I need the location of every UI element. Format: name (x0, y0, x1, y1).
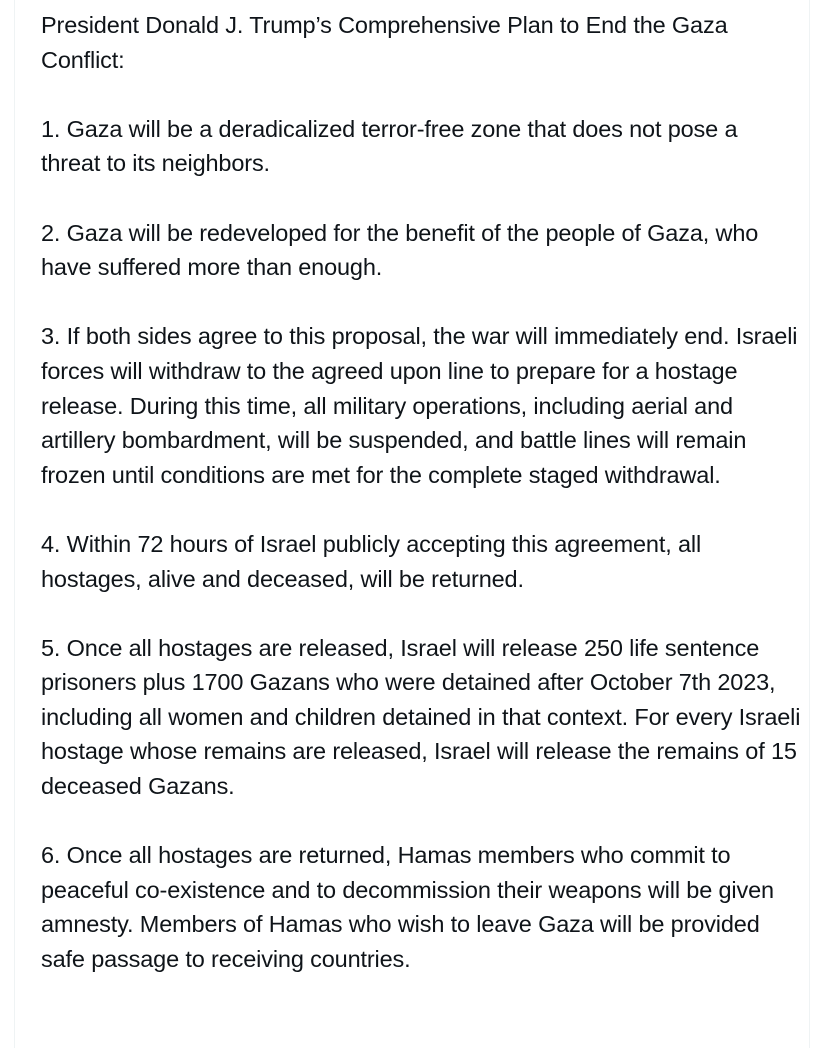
post-card (14, 0, 810, 1048)
plan-point-5: 5. Once all hostages are released, Israel will release 250 life sentence prisoners plus 1700 Gazans who were detained after October 7th 2023, including all women and children detained in that context. For every Israeli hostage whose remains are released, Israel will release the remains of 15 deceased Gazans. (41, 634, 801, 800)
plan-point-1: 1. Gaza will be a deradicalized terror-free zone that does not pose a threat to its neighbors. (41, 115, 738, 177)
plan-point-2: 2. Gaza will be redeveloped for the benefit of the people of Gaza, who have suffered more than enough. (41, 219, 759, 281)
plan-point-4: 4. Within 72 hours of Israel publicly accepting this agreement, all hostages, alive and deceased, will be returned. (41, 530, 702, 592)
post-text (41, 8, 801, 977)
plan-point-6: 6. Once all hostages are returned, Hamas members who commit to peaceful co-existence and to decommission their weapons will be given amnesty. Members of Hamas who wish to leave Gaza will be provided safe passage to receiving countries. (41, 842, 774, 973)
post-heading: President Donald J. Trump’s Comprehensive Plan to End the Gaza Conflict: (41, 12, 728, 73)
plan-point-3: 3. If both sides agree to this proposal, the war will immediately end. Israeli forces will withdraw to the agreed upon line to prepare for a hostage release. During this time, all military operations, including aerial and artillery bombardment, will be suspended, and battle lines will remain frozen until conditions are met for the complete staged withdrawal. (41, 323, 798, 488)
